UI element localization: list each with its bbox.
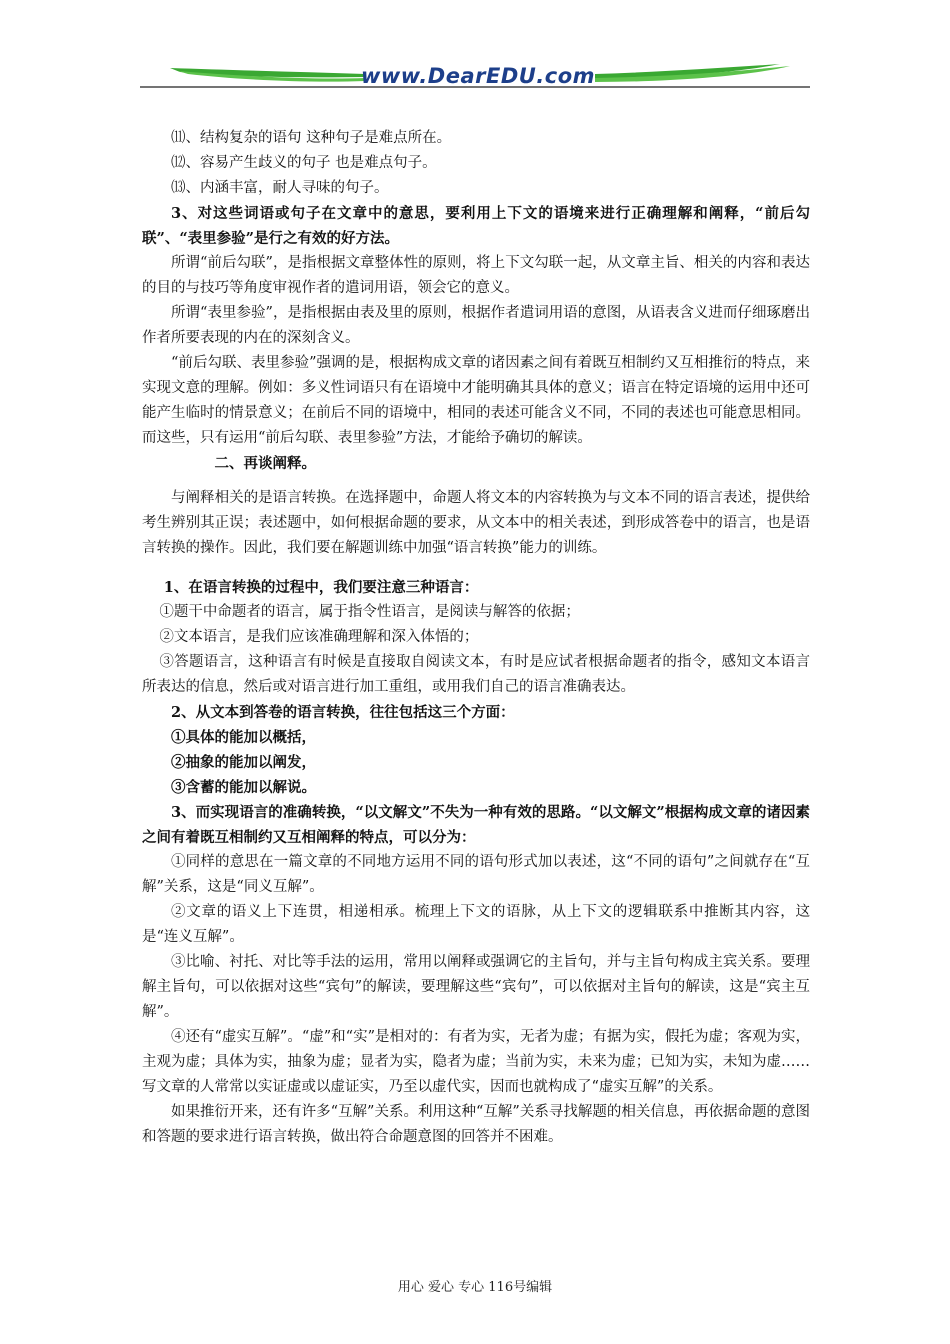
site-logo-text: www.DearEDU.com (360, 64, 596, 88)
page-footer: 用心 爱心 专心 116号编辑 (397, 1280, 553, 1295)
list-item: ⑿、容易产生歧义的句子 也是难点句子。 (171, 155, 437, 171)
section-heading: 3、对这些词语或句子在文章中的意思，要利用上下文的语境来进行正确理解和阐释，“前后勾联”、“表里参验”是行之有效的好方法。 (142, 205, 810, 247)
section-heading: 2、从文本到答卷的语言转换，往往包括这三个方面： (171, 704, 515, 721)
list-item: ①具体的能加以概括， (171, 729, 316, 746)
paragraph: 所谓“表里参验”，是指根据由表及里的原则，根据作者遣词用语的意图，从语表含义进而仔细琢磨出作者所要表现的内在的深刻含义。 (142, 305, 810, 346)
paragraph: ①同样的意思在一篇文章的不同地方运用不同的语句形式加以表述，这“不同的语句”之间就存在“互解”关系，这是“同义互解”。 (142, 854, 810, 895)
list-item: ③含蓄的能加以解说。 (171, 779, 316, 796)
paragraph: “前后勾联、表里参验”强调的是，根据构成文章的诸因素之间有着既互相制约又互相推衍的特点，来实现文意的理解。例如：多义性词语只有在语境中才能明确其具体的意义；语言在特定语境的运用中还可能产生临时的情景意义；在前后不同的语境中，相同的表述可能含义不同，不同的表述也可能意思相同。而这些，只有运用“前后勾联、表里参验”方法，才能给予确切的解读。 (142, 355, 810, 446)
paragraph: ③比喻、衬托、对比等手法的运用，常用以阐释或强调它的主旨句，并与主旨句构成主宾关系。要理解主旨句，可以依据对这些“宾句”的解读，要理解这些“宾句”，可以依据对主旨句的解读，这是“宾主互解”。 (142, 954, 810, 1020)
section-title: 二、再谈阐释。 (214, 455, 316, 472)
section-heading: 1、在语言转换的过程中，我们要注意三种语言： (163, 579, 479, 596)
list-item: ②抽象的能加以阐发， (171, 754, 316, 771)
document-body (142, 126, 810, 1150)
list-item: ⒀、内涵丰富，耐人寻味的句子。 (171, 180, 389, 196)
paragraph: 与阐释相关的是语言转换。在选择题中，命题人将文本的内容转换为与文本不同的语言表述，提供给考生辨别其正误；表述题中，如何根据命题的要求，从文本中的相关表述，到形成答卷中的语言，也是语言转换的操作。因此，我们要在解题训练中加强“语言转换”能力的训练。 (142, 490, 810, 556)
list-item: ①题干中命题者的语言，属于指令性语言，是阅读与解答的依据； (159, 604, 580, 620)
list-item: ②文本语言，是我们应该准确理解和深入体悟的； (159, 629, 479, 645)
section-heading: 3、而实现语言的准确转换，“以文解文”不失为一种有效的思路。“以文解文”根据构成文章的诸因素之间有着既互相制约又互相阐释的特点，可以分为： (142, 804, 810, 846)
paragraph: ②文章的语义上下连贯，相递相承。梳理上下文的语脉，从上下文的逻辑联系中推断其内容，这是“连义互解”。 (142, 904, 810, 945)
paragraph: 如果推衍开来，还有许多“互解”关系。利用这种“互解”关系寻找解题的相关信息，再依据命题的意图和答题的要求进行语言转换，做出符合命题意图的回答并不困难。 (142, 1104, 810, 1145)
paragraph: 所谓“前后勾联”，是指根据文章整体性的原则，将上下文勾联一起，从文章主旨、相关的内容和表达的目的与技巧等角度审视作者的遣词用语，领会它的意义。 (142, 255, 810, 296)
paragraph: ④还有“虚实互解”。“虚”和“实”是相对的：有者为实，无者为虚；有据为实，假托为虚；客观为实，主观为虚；具体为实，抽象为虚；显者为实，隐者为虚；当前为实，未来为虚；已知为实，未知为虚……写文章的人常常以实证虚或以虚证实，乃至以虚代实，因而也就构成了“虚实互解”的关系。 (142, 1029, 810, 1095)
list-item: ⑾、结构复杂的语句 这种句子是难点所在。 (171, 130, 452, 146)
page-header (140, 58, 810, 94)
list-item: ③答题语言，这种语言有时候是直接取自阅读文本，有时是应试者根据命题者的指令，感知文本语言所表达的信息，然后或对语言进行加工重组，或用我们自己的语言准确表达。 (142, 654, 810, 695)
